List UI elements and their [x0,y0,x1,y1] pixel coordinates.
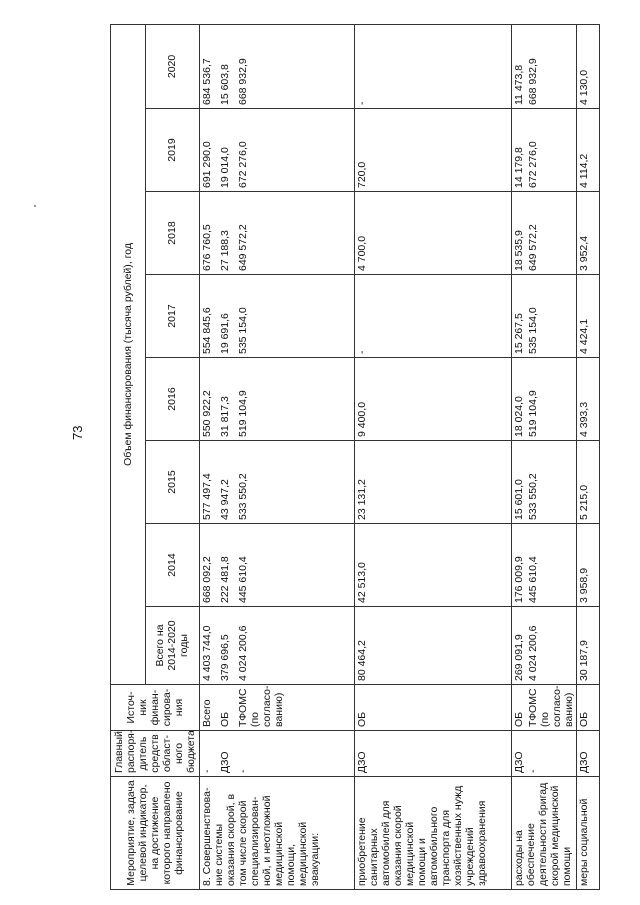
value-cell: - [355,24,512,108]
value-cell: 15 267,5 535 154,0 [512,275,577,358]
source-cell: Всего ОБ ТФОМС (по согласо-ванию) [200,685,355,731]
table-row [355,24,512,889]
source-cell: ОБ [355,685,512,731]
measure-cell: меры социальной [577,777,600,890]
value-cell: 42 513,0 [355,524,512,607]
value-cell: 18 024,0 519 104,9 [512,358,577,441]
source-cell: ОБ [577,685,600,731]
value-cell: 176 009,9 445 610,4 [512,524,577,607]
rotated-table-wrapper [110,25,615,890]
value-cell: 14 179,8 672 276,0 [512,109,577,192]
value-cell: 18 535,9 649 572,2 [512,192,577,275]
measure-cell: расходы на обеспечение деятельности бригад скорой медицинской помощи [512,777,577,890]
administrator-cell: - ДЗО - [200,731,355,777]
header-year: 2020 [145,24,199,108]
value-cell: 3 958,9 [577,524,600,607]
value-cell: 550 922,2 31 817,3 519 104,9 [200,358,355,441]
value-cell: 11 473,8 668 932,9 [512,24,577,108]
table-row [577,24,600,889]
header-year: 2015 [145,441,199,524]
header-measure: Мероприятие, задача целевой индикатор, на достижение которого направлено финансирование [111,777,200,890]
value-cell: 4 114,2 [577,109,600,192]
total-cell: 4 403 744,0 379 696,5 4 024 200,6 [200,607,355,685]
value-cell: 4 424,1 [577,275,600,358]
value-cell: 668 092,2 222 481,8 445 610,4 [200,524,355,607]
value-cell: - [355,275,512,358]
page-number: 73 [70,425,85,440]
value-cell: 691 290,0 19 014,0 672 276,0 [200,109,355,192]
header-year: 2017 [145,275,199,358]
header-year: 2019 [145,109,199,192]
financing-table [110,24,600,890]
total-cell: 80 464,2 [355,607,512,685]
administrator-cell: ДЗО [577,731,600,777]
value-cell: 684 536,7 15 603,8 668 932,9 [200,24,355,108]
scan-speck [34,205,36,207]
value-cell: 577 497,4 43 947,2 533 550,2 [200,441,355,524]
value-cell: 23 131,2 [355,441,512,524]
header-year: 2016 [145,358,199,441]
value-cell: 5 215,0 [577,441,600,524]
administrator-cell: ДЗО - [512,731,577,777]
measure-cell: приобретение санитарных автомобилей для оказания скорой медицинской помощи и автомобильного транспорта для хозяйственных нужд учреждений здравоохранения [355,777,512,890]
value-cell: 9 400,0 [355,358,512,441]
header-year: 2014 [145,524,199,607]
total-cell: 30 187,9 [577,607,600,685]
value-cell: 4 393,3 [577,358,600,441]
value-cell: 720,0 [355,109,512,192]
measure-cell: 8. Совершенствова-ние системы оказания скорой, в том числе скорой специализирован-ной, и неотложной медицинской помощи, медицинской эвакуации: [200,777,355,890]
source-cell: ОБ ТФОМС (по согласо-ванию) [512,685,577,731]
header-total: Всего на 2014-2020 годы [145,607,199,685]
total-cell: 269 091,9 4 024 200,6 [512,607,577,685]
administrator-cell: ДЗО [355,731,512,777]
value-cell: 3 952,4 [577,192,600,275]
header-year: 2018 [145,192,199,275]
value-cell: 4 700,0 [355,192,512,275]
table-row [200,24,355,889]
value-cell: 554 845,6 19 691,6 535 154,0 [200,275,355,358]
value-cell: 4 130,0 [577,24,600,108]
value-cell: 676 760,5 27 188,3 649 572,2 [200,192,355,275]
table-row [512,24,577,889]
header-administrator: Главный распоря-дитель средств област-ного бюджета [111,731,200,777]
header-source: Источ-ник финан-сирова-ния [111,685,200,731]
header-volume-group: Объем финансирования (тысяча рублей), год [111,24,146,684]
value-cell: 15 601,0 533 550,2 [512,441,577,524]
